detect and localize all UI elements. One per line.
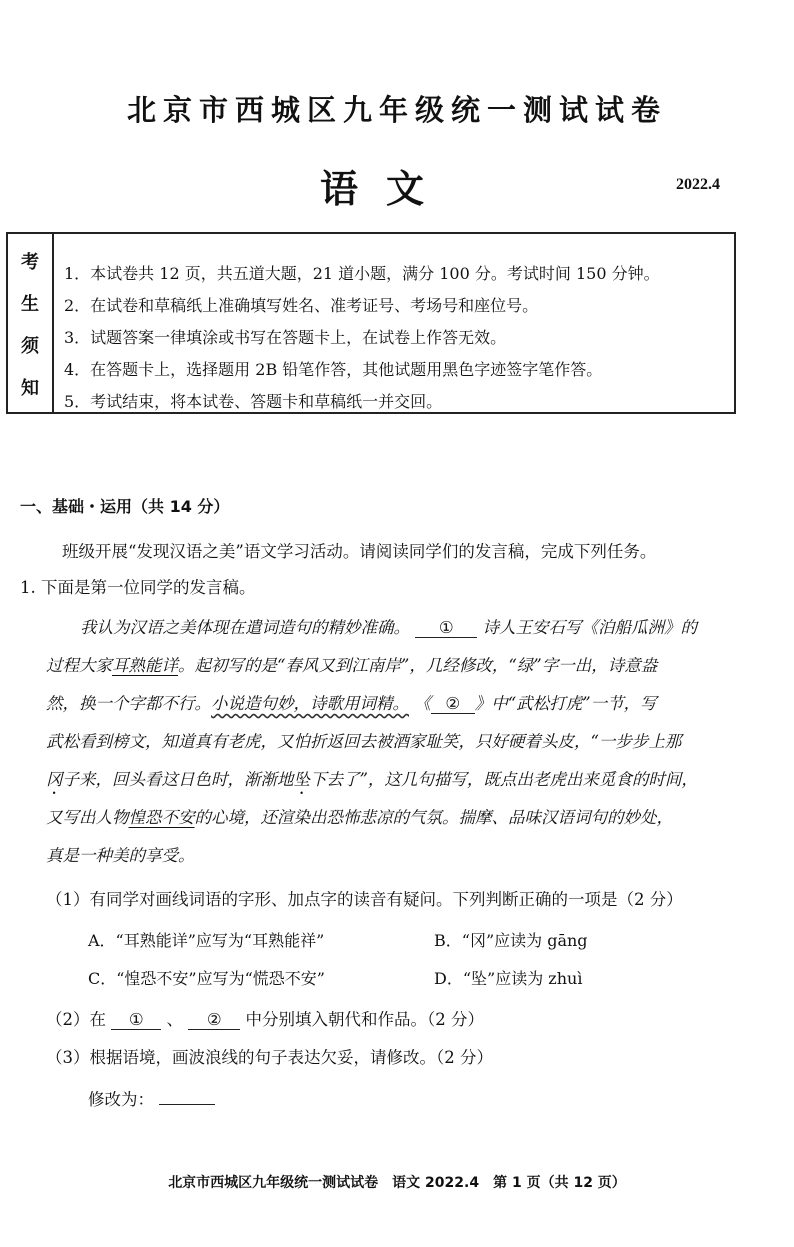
blank-1: ①	[415, 618, 477, 638]
notice-item: 3．试题答案一律填涂或书写在答题卡上，在试卷上作答无效。	[64, 328, 507, 347]
option-a: A．“耳熟能详”应写为“耳熟能祥”	[88, 931, 325, 950]
section-heading: 一、基础・运用（共 14 分）	[20, 497, 230, 516]
exam-title: 北京市西城区九年级统一测试试卷	[126, 93, 667, 127]
passage-line: 又写出人物惶恐不安的心境，还渲染出恐怖悲凉的气氛。揣摩、品味汉语词句的妙处，	[46, 808, 673, 827]
notice-label-char: 生	[21, 294, 39, 315]
dotted-char: 坠	[293, 770, 310, 789]
notice-item: 1．本试卷共 12 页，共五道大题，21 道小题，满分 100 分。考试时间 150 分钟。	[64, 264, 660, 283]
dotted-char: 冈	[46, 770, 63, 789]
blank-2: ②	[431, 694, 475, 714]
passage-line: 过程大家耳熟能详。起初写的是“春风又到江南岸”，几经修改，“绿”字一出，诗意盎	[46, 656, 658, 675]
blank-1-ref: ①	[111, 1010, 161, 1030]
notice-box	[6, 232, 736, 414]
page-footer: 北京市西城区九年级统一测试试卷 语文 2022.4 第 1 页（共 12 页）	[168, 1175, 626, 1191]
passage-line: 真是一种美的享受。	[46, 846, 195, 865]
exam-date: 2022.4	[676, 176, 720, 193]
notice-item: 2．在试卷和草稿纸上准确填写姓名、准考证号、考场号和座位号。	[64, 296, 539, 315]
underlined-word: 惶恐不安	[128, 808, 195, 827]
notice-item: 4．在答题卡上，选择题用 2B 铅笔作答，其他试题用黑色字迹签字笔作答。	[64, 360, 603, 379]
notice-label-char: 须	[21, 336, 39, 357]
underlined-word: 耳熟能详	[112, 656, 178, 675]
option-c: C．“惶恐不安”应写为“慌恐不安”	[88, 969, 325, 988]
passage-line: 冈子来，回头看这日色时，渐渐地坠下去了”，这几句描写，既点出老虎出来觅食的时间，	[46, 770, 698, 789]
blank-2-ref: ②	[188, 1010, 240, 1030]
subject-title: 语文	[320, 167, 453, 211]
subquestion-3: （3）根据语境，画波浪线的句子表达欠妥，请修改。（2 分）	[46, 1048, 493, 1067]
wavy-sentence: 小说造句妙，诗歌用词精。	[211, 694, 409, 713]
section-intro: 班级开展“发现汉语之美”语文学习活动。请阅读同学们的发言稿，完成下列任务。	[62, 542, 657, 561]
notice-label-column	[8, 234, 54, 412]
question-1-stem: 1. 下面是第一位同学的发言稿。	[20, 578, 256, 597]
option-d: D．“坠”应读为 zhuì	[434, 969, 583, 988]
notice-label-char: 知	[21, 378, 39, 399]
option-b: B．“冈”应读为 gāng	[434, 931, 588, 950]
passage-line: 然，换一个字都不行。小说造句妙，诗歌用词精。 《 ② 》中“武松打虎”一节，写	[46, 694, 657, 713]
notice-label-char: 考	[21, 252, 39, 273]
answer-blank	[159, 1104, 215, 1105]
notice-item: 5．考试结束，将本试卷、答题卡和草稿纸一并交回。	[64, 392, 443, 411]
passage-line: 武松看到榜文，知道真有老虎，又怕折返回去被酒家耻笑，只好硬着头皮，“一步步上那	[46, 732, 682, 751]
answer-label: 修改为：	[88, 1090, 154, 1109]
subquestion-1: （1）有同学对画线词语的字形、加点字的读音有疑问。下列判断正确的一项是（2 分）	[46, 890, 683, 909]
passage-line: 我认为汉语之美体现在遣词造句的精妙准确。 ① 诗人王安石写《泊船瓜洲》的	[80, 618, 697, 637]
answer-line	[88, 1086, 215, 1110]
subquestion-2: （2）在 ① 、 ② 中分别填入朝代和作品。（2 分）	[46, 1010, 484, 1029]
